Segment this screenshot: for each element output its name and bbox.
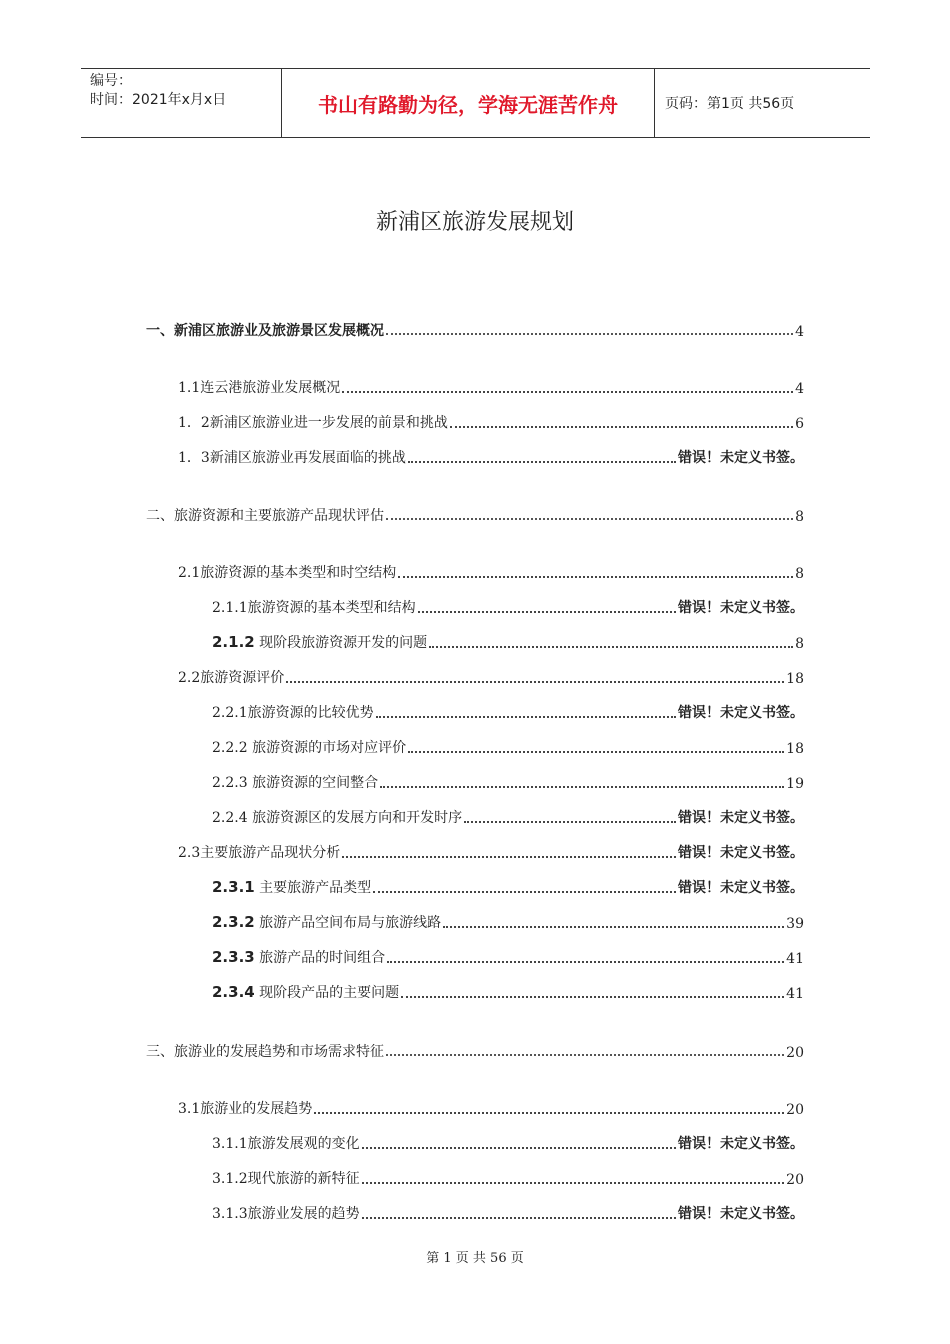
toc-entry-text: 主要旅游产品类型	[254, 880, 372, 896]
toc-page-number: 错误！未定义书签。	[678, 880, 804, 896]
toc-page-number: 41	[786, 986, 804, 1002]
toc-page-number: 错误！未定义书签。	[678, 845, 804, 861]
toc-entry-label: 二、旅游资源和主要旅游产品现状评估	[146, 508, 384, 524]
toc-entry[interactable]	[178, 1096, 804, 1118]
toc-leader-dots	[464, 821, 676, 823]
toc-leader-dots	[387, 961, 784, 963]
toc-entry-number: 2.3.1	[212, 878, 255, 896]
toc-entry-label: 3.1.1旅游发展观的变化	[212, 1136, 360, 1152]
toc-entry-text: 现阶段旅游资源开发的问题	[254, 635, 428, 651]
toc-entry[interactable]	[212, 875, 804, 897]
toc-entry-label	[212, 947, 385, 967]
toc-entry[interactable]	[178, 445, 804, 467]
toc-page-number: 错误！未定义书签。	[678, 705, 804, 721]
toc-leader-dots	[342, 391, 793, 393]
toc-page-number: 错误！未定义书签。	[678, 1136, 804, 1152]
toc-entry-label: 3.1旅游业的发展趋势	[178, 1101, 313, 1117]
toc-leader-dots	[376, 716, 676, 718]
header-divider	[654, 69, 655, 137]
toc-entry-label: 一、新浦区旅游业及旅游景区发展概况	[146, 323, 384, 339]
toc-page-number: 4	[795, 324, 804, 340]
toc-entry-label: 2.2.2 旅游资源的市场对应评价	[212, 740, 407, 756]
header-motto: 书山有路勤为径，学海无涯苦作舟	[318, 92, 618, 117]
toc-leader-dots	[401, 996, 784, 998]
toc-page-number: 错误！未定义书签。	[678, 600, 804, 616]
page-header	[81, 68, 870, 138]
toc-page-number: 6	[795, 416, 804, 432]
toc-leader-dots	[443, 926, 784, 928]
toc-entry-label: 3.1.2现代旅游的新特征	[212, 1171, 360, 1187]
toc-entry-text: 现阶段产品的主要问题	[254, 985, 400, 1001]
toc-leader-dots	[408, 751, 784, 753]
toc-page-number: 20	[786, 1102, 804, 1118]
toc-page-number: 20	[786, 1172, 804, 1188]
toc-entry[interactable]	[212, 945, 804, 967]
toc-leader-dots	[362, 1182, 785, 1184]
toc-entry[interactable]	[146, 318, 804, 340]
toc-leader-dots	[362, 1147, 676, 1149]
toc-entry[interactable]	[212, 595, 804, 617]
toc-entry-label: 2.3主要旅游产品现状分析	[178, 845, 341, 861]
toc-entry-number: 2.3.4	[212, 983, 255, 1001]
toc-entry[interactable]	[178, 560, 804, 582]
toc-leader-dots	[418, 611, 676, 613]
header-page-info: 页码：第1页 共56页	[665, 96, 795, 112]
toc-entry-label: 2.2.4 旅游资源区的发展方向和开发时序	[212, 810, 463, 826]
toc-page-number: 错误！未定义书签。	[678, 810, 804, 826]
toc-entry[interactable]	[212, 1166, 804, 1188]
toc-entry[interactable]	[212, 735, 804, 757]
toc-entry[interactable]	[212, 630, 804, 652]
toc-leader-dots	[314, 1112, 784, 1114]
toc-entry-label: 2.2旅游资源评价	[178, 670, 285, 686]
toc-page-number: 8	[795, 509, 804, 525]
header-code: 编号：	[90, 73, 132, 89]
toc-entry-label: 2.1旅游资源的基本类型和时空结构	[178, 565, 397, 581]
toc-leader-dots	[386, 1054, 784, 1056]
toc-entry[interactable]	[212, 805, 804, 827]
toc-entry-number: 2.3.3	[212, 948, 255, 966]
toc-entry-label	[212, 912, 441, 932]
toc-entry-label: 2.2.3 旅游资源的空间整合	[212, 775, 379, 791]
toc-page-number: 18	[786, 671, 804, 687]
toc-entry-label: 2.1.1旅游资源的基本类型和结构	[212, 600, 416, 616]
page-footer: 第 1 页 共 56 页	[426, 1251, 524, 1266]
toc-page-number: 39	[786, 916, 804, 932]
toc-leader-dots	[429, 646, 793, 648]
toc-entry-label: 1．3新浦区旅游业再发展面临的挑战	[178, 450, 406, 466]
toc-page-number: 8	[795, 636, 804, 652]
toc-entry-number: 2.1.2	[212, 633, 255, 651]
toc-page-number: 18	[786, 741, 804, 757]
toc-leader-dots	[386, 518, 793, 520]
toc-entry-label	[212, 632, 427, 652]
toc-page-number: 41	[786, 951, 804, 967]
toc-page-number: 错误！未定义书签。	[678, 1206, 804, 1222]
toc-page-number: 20	[786, 1045, 804, 1061]
toc-entry[interactable]	[178, 665, 804, 687]
toc-leader-dots	[362, 1217, 676, 1219]
toc-entry-label: 三、旅游业的发展趋势和市场需求特征	[146, 1044, 384, 1060]
toc-entry-text: 旅游产品的时间组合	[254, 950, 386, 966]
toc-entry-label	[212, 877, 371, 897]
toc-leader-dots	[380, 786, 784, 788]
header-meta	[90, 72, 226, 110]
toc-entry[interactable]	[212, 1201, 804, 1223]
toc-page-number: 19	[786, 776, 804, 792]
toc-entry[interactable]	[178, 375, 804, 397]
toc-entry[interactable]	[146, 503, 804, 525]
toc-entry-label	[212, 982, 399, 1002]
toc-entry[interactable]	[212, 700, 804, 722]
toc-leader-dots	[450, 426, 793, 428]
toc-page-number: 8	[795, 566, 804, 582]
toc-entry[interactable]	[212, 980, 804, 1002]
toc-entry-label: 3.1.3旅游业发展的趋势	[212, 1206, 360, 1222]
toc-leader-dots	[398, 576, 793, 578]
toc-entry[interactable]	[212, 910, 804, 932]
toc-entry[interactable]	[178, 840, 804, 862]
toc-leader-dots	[408, 461, 676, 463]
toc-entry[interactable]	[178, 410, 804, 432]
toc-page-number: 4	[795, 381, 804, 397]
toc-entry[interactable]	[212, 770, 804, 792]
toc-leader-dots	[286, 681, 784, 683]
toc-entry-number: 2.3.2	[212, 913, 255, 931]
toc-entry-label: 2.2.1旅游资源的比较优势	[212, 705, 374, 721]
toc-entry-label: 1.1连云港旅游业发展概况	[178, 380, 341, 396]
toc-entry[interactable]	[212, 1131, 804, 1153]
toc-entry-text: 旅游产品空间布局与旅游线路	[254, 915, 442, 931]
header-time: 时间：2021年x月x日	[90, 92, 227, 108]
toc-entry-label: 1．2新浦区旅游业进一步发展的前景和挑战	[178, 415, 448, 431]
toc-page-number: 错误！未定义书签。	[678, 450, 804, 466]
document-title: 新浦区旅游发展规划	[375, 210, 574, 235]
toc-leader-dots	[342, 856, 676, 858]
toc-entry[interactable]	[146, 1039, 804, 1061]
toc-leader-dots	[373, 891, 676, 893]
toc-leader-dots	[386, 333, 793, 335]
